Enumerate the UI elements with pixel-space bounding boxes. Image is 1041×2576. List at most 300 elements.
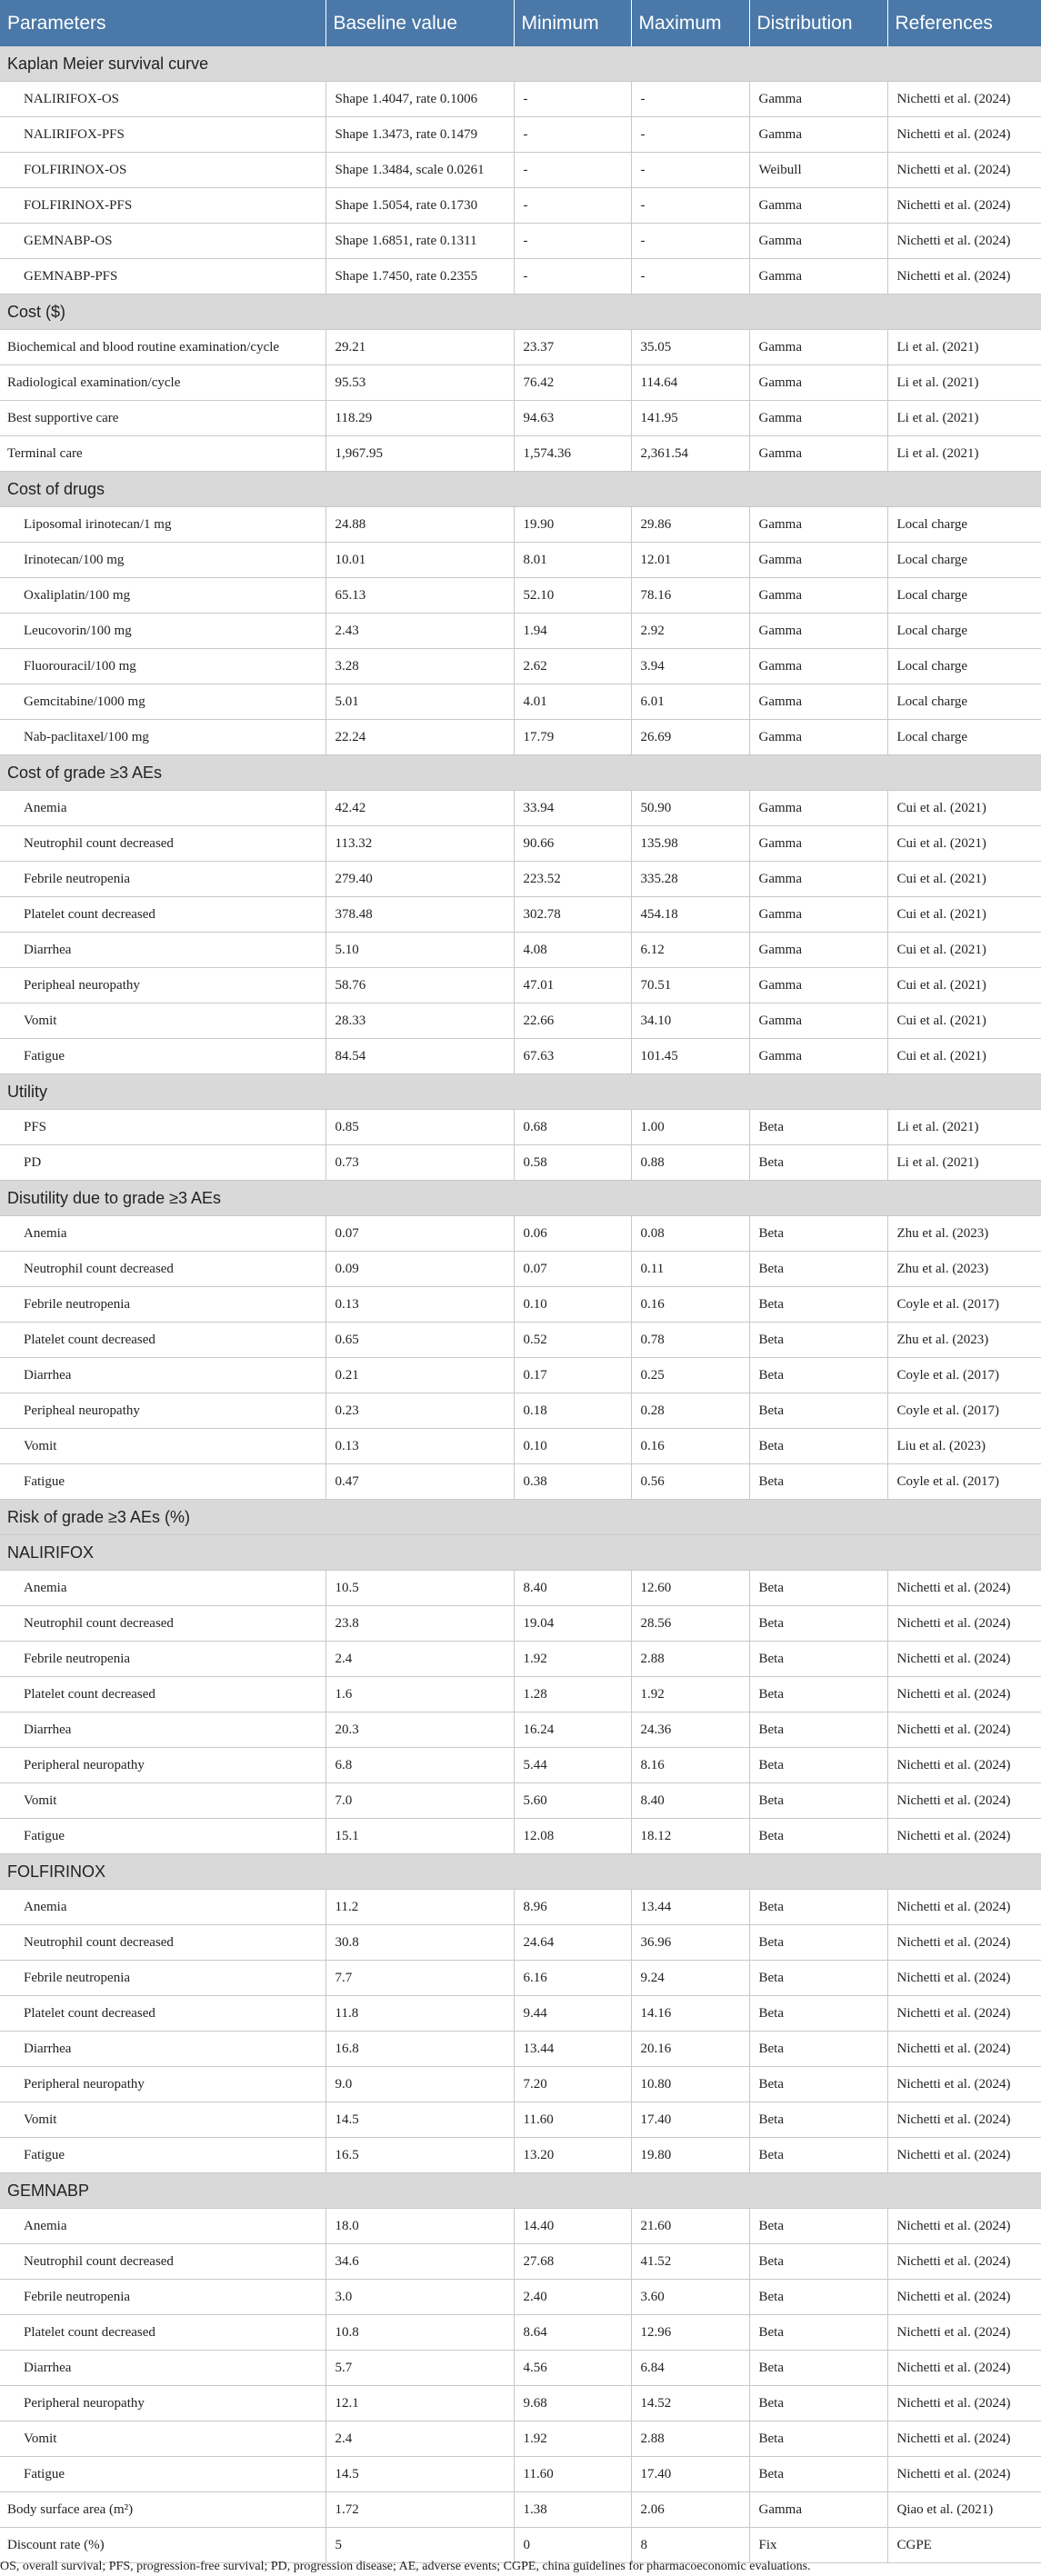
baseline-value-cell: 34.6 [325, 2244, 514, 2280]
reference-cell: Liu et al. (2023) [887, 1429, 1041, 1464]
baseline-value-cell: 5.7 [325, 2351, 514, 2386]
reference-cell: Nichetti et al. (2024) [887, 2032, 1041, 2067]
minimum-cell: 1.28 [514, 1677, 631, 1712]
baseline-value-cell: 9.0 [325, 2067, 514, 2102]
reference-cell: Cui et al. (2021) [887, 897, 1041, 933]
table-row [0, 1003, 1041, 1039]
table-row [0, 2067, 1041, 2102]
table-row [0, 2244, 1041, 2280]
parameter-cell: Fluorouracil/100 mg [0, 649, 325, 684]
baseline-value-cell: 5.01 [325, 684, 514, 720]
baseline-value-cell: 0.09 [325, 1252, 514, 1287]
minimum-cell: 0.58 [514, 1145, 631, 1181]
maximum-cell: 17.40 [631, 2457, 749, 2492]
parameter-cell: Discount rate (%) [0, 2528, 325, 2563]
maximum-cell: 34.10 [631, 1003, 749, 1039]
reference-cell: Nichetti et al. (2024) [887, 1748, 1041, 1783]
minimum-cell: 0.10 [514, 1287, 631, 1323]
reference-cell: Li et al. (2021) [887, 1110, 1041, 1145]
reference-cell: Cui et al. (2021) [887, 933, 1041, 968]
parameter-cell: Peripheal neuropathy [0, 968, 325, 1003]
baseline-value-cell: Shape 1.3473, rate 0.1479 [325, 117, 514, 153]
baseline-value-cell: 14.5 [325, 2102, 514, 2138]
reference-cell: Nichetti et al. (2024) [887, 1606, 1041, 1642]
maximum-cell: 6.01 [631, 684, 749, 720]
maximum-cell: 8.40 [631, 1783, 749, 1819]
table-row [0, 1606, 1041, 1642]
parameter-cell: Neutrophil count decreased [0, 826, 325, 862]
section-title: Cost of drugs [0, 472, 1041, 507]
parameter-cell: Anemia [0, 1890, 325, 1925]
maximum-cell: 2.88 [631, 1642, 749, 1677]
section-title: Disutility due to grade ≥3 AEs [0, 1181, 1041, 1216]
distribution-cell: Beta [749, 1642, 887, 1677]
parameter-cell: Vomit [0, 1003, 325, 1039]
minimum-cell: 1.92 [514, 2421, 631, 2457]
minimum-cell: 9.68 [514, 2386, 631, 2421]
baseline-value-cell: 1.72 [325, 2492, 514, 2528]
reference-cell: Nichetti et al. (2024) [887, 1890, 1041, 1925]
baseline-value-cell: 23.8 [325, 1606, 514, 1642]
reference-cell: Cui et al. (2021) [887, 791, 1041, 826]
distribution-cell: Beta [749, 1323, 887, 1358]
distribution-cell: Beta [749, 1890, 887, 1925]
maximum-cell: 12.96 [631, 2315, 749, 2351]
minimum-cell: 8.64 [514, 2315, 631, 2351]
maximum-cell: 0.28 [631, 1393, 749, 1429]
table-row [0, 1996, 1041, 2032]
reference-cell: Cui et al. (2021) [887, 1003, 1041, 1039]
baseline-value-cell: Shape 1.3484, scale 0.0261 [325, 153, 514, 188]
distribution-cell: Gamma [749, 365, 887, 401]
minimum-cell: 33.94 [514, 791, 631, 826]
distribution-cell: Gamma [749, 330, 887, 365]
baseline-value-cell: 22.24 [325, 720, 514, 755]
distribution-cell: Gamma [749, 578, 887, 614]
minimum-cell: 5.44 [514, 1748, 631, 1783]
distribution-cell: Beta [749, 1216, 887, 1252]
parameter-cell: Anemia [0, 1216, 325, 1252]
table-row [0, 614, 1041, 649]
table-row [0, 1393, 1041, 1429]
reference-cell: Nichetti et al. (2024) [887, 2386, 1041, 2421]
baseline-value-cell: Shape 1.5054, rate 0.1730 [325, 188, 514, 224]
table-row [0, 1287, 1041, 1323]
section-header-row [0, 1854, 1041, 1890]
distribution-cell: Beta [749, 1252, 887, 1287]
reference-cell: Coyle et al. (2017) [887, 1464, 1041, 1500]
section-title: GEMNABP [0, 2173, 1041, 2209]
minimum-cell: 0.17 [514, 1358, 631, 1393]
reference-cell: Nichetti et al. (2024) [887, 2351, 1041, 2386]
parameter-cell: Neutrophil count decreased [0, 1925, 325, 1961]
minimum-cell: 67.63 [514, 1039, 631, 1074]
distribution-cell: Beta [749, 1393, 887, 1429]
parameter-cell: Peripheral neuropathy [0, 1748, 325, 1783]
parameter-cell: Diarrhea [0, 1358, 325, 1393]
minimum-cell: 0.38 [514, 1464, 631, 1500]
reference-cell: Nichetti et al. (2024) [887, 2315, 1041, 2351]
baseline-value-cell: 10.01 [325, 543, 514, 578]
parameter-cell: Platelet count decreased [0, 2315, 325, 2351]
maximum-cell: 8 [631, 2528, 749, 2563]
baseline-value-cell: 42.42 [325, 791, 514, 826]
minimum-cell: 8.40 [514, 1571, 631, 1606]
table-header [0, 0, 1041, 46]
parameter-cell: Fatigue [0, 2457, 325, 2492]
minimum-cell: 302.78 [514, 897, 631, 933]
parameter-cell: Neutrophil count decreased [0, 1606, 325, 1642]
baseline-value-cell: 24.88 [325, 507, 514, 543]
baseline-value-cell: 84.54 [325, 1039, 514, 1074]
reference-cell: Nichetti et al. (2024) [887, 188, 1041, 224]
reference-cell: Nichetti et al. (2024) [887, 153, 1041, 188]
baseline-value-cell: 1,967.95 [325, 436, 514, 472]
minimum-cell: 223.52 [514, 862, 631, 897]
maximum-cell: 14.16 [631, 1996, 749, 2032]
header-row [0, 0, 1041, 46]
parameter-cell: Vomit [0, 2102, 325, 2138]
reference-cell: Nichetti et al. (2024) [887, 2421, 1041, 2457]
minimum-cell: 2.62 [514, 649, 631, 684]
baseline-value-cell: 0.23 [325, 1393, 514, 1429]
baseline-value-cell: 118.29 [325, 401, 514, 436]
table-row [0, 791, 1041, 826]
maximum-cell: 0.78 [631, 1323, 749, 1358]
baseline-value-cell: 0.65 [325, 1323, 514, 1358]
parameter-cell: Liposomal irinotecan/1 mg [0, 507, 325, 543]
reference-cell: Nichetti et al. (2024) [887, 2209, 1041, 2244]
baseline-value-cell: 20.3 [325, 1712, 514, 1748]
section-title: Risk of grade ≥3 AEs (%) [0, 1500, 1041, 1535]
reference-cell: Nichetti et al. (2024) [887, 117, 1041, 153]
maximum-cell: 6.84 [631, 2351, 749, 2386]
baseline-value-cell: 10.8 [325, 2315, 514, 2351]
reference-cell: Coyle et al. (2017) [887, 1358, 1041, 1393]
reference-cell: Nichetti et al. (2024) [887, 2067, 1041, 2102]
minimum-cell: 2.40 [514, 2280, 631, 2315]
minimum-cell: 8.01 [514, 543, 631, 578]
table-row [0, 1145, 1041, 1181]
distribution-cell: Beta [749, 2102, 887, 2138]
minimum-cell: 6.16 [514, 1961, 631, 1996]
distribution-cell: Beta [749, 2209, 887, 2244]
distribution-cell: Beta [749, 1748, 887, 1783]
maximum-cell: 0.16 [631, 1287, 749, 1323]
minimum-cell: - [514, 82, 631, 117]
distribution-cell: Gamma [749, 401, 887, 436]
section-header-row [0, 46, 1041, 82]
table-row [0, 2032, 1041, 2067]
table-row [0, 2457, 1041, 2492]
baseline-value-cell: 65.13 [325, 578, 514, 614]
parameter-cell: Peripheral neuropathy [0, 2386, 325, 2421]
distribution-cell: Beta [749, 1677, 887, 1712]
parameter-cell: PFS [0, 1110, 325, 1145]
parameter-cell: Fatigue [0, 1039, 325, 1074]
baseline-value-cell: 28.33 [325, 1003, 514, 1039]
section-header-row [0, 1074, 1041, 1110]
table-row [0, 578, 1041, 614]
distribution-cell: Beta [749, 1110, 887, 1145]
section-header-row [0, 295, 1041, 330]
table-row [0, 2315, 1041, 2351]
distribution-cell: Beta [749, 2315, 887, 2351]
table-row [0, 1252, 1041, 1287]
section-header-row [0, 1181, 1041, 1216]
reference-cell: Cui et al. (2021) [887, 826, 1041, 862]
parameter-cell: Febrile neutropenia [0, 1287, 325, 1323]
minimum-cell: 23.37 [514, 330, 631, 365]
table-row [0, 720, 1041, 755]
reference-cell: CGPE [887, 2528, 1041, 2563]
minimum-cell: 7.20 [514, 2067, 631, 2102]
reference-cell: Nichetti et al. (2024) [887, 1712, 1041, 1748]
section-header-row [0, 1500, 1041, 1535]
table-row [0, 2280, 1041, 2315]
reference-cell: Zhu et al. (2023) [887, 1216, 1041, 1252]
maximum-cell: - [631, 153, 749, 188]
baseline-value-cell: 3.28 [325, 649, 514, 684]
reference-cell: Nichetti et al. (2024) [887, 2244, 1041, 2280]
parameter-cell: Terminal care [0, 436, 325, 472]
maximum-cell: 3.60 [631, 2280, 749, 2315]
table-row [0, 188, 1041, 224]
table-row [0, 259, 1041, 295]
maximum-cell: 78.16 [631, 578, 749, 614]
baseline-value-cell: 5 [325, 2528, 514, 2563]
baseline-value-cell: 7.0 [325, 1783, 514, 1819]
maximum-cell: 35.05 [631, 330, 749, 365]
table-row [0, 2492, 1041, 2528]
parameter-cell: Vomit [0, 1429, 325, 1464]
maximum-cell: 12.60 [631, 1571, 749, 1606]
header-parameters: Parameters [0, 0, 325, 46]
distribution-cell: Gamma [749, 826, 887, 862]
distribution-cell: Gamma [749, 507, 887, 543]
distribution-cell: Gamma [749, 2492, 887, 2528]
minimum-cell: 0.18 [514, 1393, 631, 1429]
table-row [0, 2421, 1041, 2457]
distribution-cell: Beta [749, 1783, 887, 1819]
distribution-cell: Gamma [749, 791, 887, 826]
parameter-cell: PD [0, 1145, 325, 1181]
baseline-value-cell: 279.40 [325, 862, 514, 897]
maximum-cell: 14.52 [631, 2386, 749, 2421]
reference-cell: Li et al. (2021) [887, 401, 1041, 436]
table-row [0, 1819, 1041, 1854]
distribution-cell: Beta [749, 2067, 887, 2102]
section-title: Utility [0, 1074, 1041, 1110]
minimum-cell: 19.90 [514, 507, 631, 543]
parameter-cell: Platelet count decreased [0, 1996, 325, 2032]
maximum-cell: 141.95 [631, 401, 749, 436]
distribution-cell: Gamma [749, 1039, 887, 1074]
minimum-cell: 0.52 [514, 1323, 631, 1358]
maximum-cell: 19.80 [631, 2138, 749, 2173]
maximum-cell: 17.40 [631, 2102, 749, 2138]
parameter-cell: Diarrhea [0, 2032, 325, 2067]
parameter-cell: Leucovorin/100 mg [0, 614, 325, 649]
table-row [0, 543, 1041, 578]
parameter-cell: Anemia [0, 1571, 325, 1606]
distribution-cell: Beta [749, 2386, 887, 2421]
minimum-cell: 22.66 [514, 1003, 631, 1039]
baseline-value-cell: 0.13 [325, 1429, 514, 1464]
reference-cell: Local charge [887, 684, 1041, 720]
table-row [0, 153, 1041, 188]
reference-cell: Nichetti et al. (2024) [887, 224, 1041, 259]
minimum-cell: 0.07 [514, 1252, 631, 1287]
parameter-cell: Peripheal neuropathy [0, 1393, 325, 1429]
baseline-value-cell: 11.8 [325, 1996, 514, 2032]
minimum-cell: 1,574.36 [514, 436, 631, 472]
baseline-value-cell: 0.13 [325, 1287, 514, 1323]
reference-cell: Qiao et al. (2021) [887, 2492, 1041, 2528]
section-title: Cost of grade ≥3 AEs [0, 755, 1041, 791]
distribution-cell: Gamma [749, 188, 887, 224]
parameter-cell: Oxaliplatin/100 mg [0, 578, 325, 614]
table-row [0, 862, 1041, 897]
reference-cell: Local charge [887, 649, 1041, 684]
reference-cell: Nichetti et al. (2024) [887, 1996, 1041, 2032]
maximum-cell: 9.24 [631, 1961, 749, 1996]
maximum-cell: - [631, 82, 749, 117]
distribution-cell: Beta [749, 1819, 887, 1854]
parameter-cell: Diarrhea [0, 2351, 325, 2386]
baseline-value-cell: 10.5 [325, 1571, 514, 1606]
maximum-cell: - [631, 117, 749, 153]
maximum-cell: 12.01 [631, 543, 749, 578]
table-row [0, 897, 1041, 933]
reference-cell: Li et al. (2021) [887, 330, 1041, 365]
minimum-cell: 24.64 [514, 1925, 631, 1961]
minimum-cell: - [514, 153, 631, 188]
table-row [0, 117, 1041, 153]
maximum-cell: 114.64 [631, 365, 749, 401]
baseline-value-cell: 18.0 [325, 2209, 514, 2244]
parameter-cell: NALIRIFOX-OS [0, 82, 325, 117]
minimum-cell: 76.42 [514, 365, 631, 401]
table-row [0, 1925, 1041, 1961]
minimum-cell: 1.38 [514, 2492, 631, 2528]
maximum-cell: 0.08 [631, 1216, 749, 1252]
maximum-cell: - [631, 259, 749, 295]
baseline-value-cell: 5.10 [325, 933, 514, 968]
maximum-cell: 21.60 [631, 2209, 749, 2244]
reference-cell: Nichetti et al. (2024) [887, 2102, 1041, 2138]
maximum-cell: - [631, 224, 749, 259]
distribution-cell: Gamma [749, 897, 887, 933]
baseline-value-cell: 30.8 [325, 1925, 514, 1961]
distribution-cell: Beta [749, 1464, 887, 1500]
minimum-cell: 0.10 [514, 1429, 631, 1464]
baseline-value-cell: 12.1 [325, 2386, 514, 2421]
table-row [0, 1571, 1041, 1606]
distribution-cell: Beta [749, 1925, 887, 1961]
distribution-cell: Gamma [749, 968, 887, 1003]
parameter-cell: Fatigue [0, 1819, 325, 1854]
maximum-cell: - [631, 188, 749, 224]
section-title: FOLFIRINOX [0, 1854, 1041, 1890]
distribution-cell: Gamma [749, 933, 887, 968]
minimum-cell: 13.44 [514, 2032, 631, 2067]
minimum-cell: - [514, 188, 631, 224]
reference-cell: Nichetti et al. (2024) [887, 1677, 1041, 1712]
parameter-cell: Febrile neutropenia [0, 1642, 325, 1677]
table-row [0, 1110, 1041, 1145]
baseline-value-cell: 0.73 [325, 1145, 514, 1181]
maximum-cell: 0.16 [631, 1429, 749, 1464]
section-title: NALIRIFOX [0, 1535, 1041, 1571]
table-row [0, 436, 1041, 472]
reference-cell: Nichetti et al. (2024) [887, 2457, 1041, 2492]
table-row [0, 2102, 1041, 2138]
reference-cell: Nichetti et al. (2024) [887, 259, 1041, 295]
maximum-cell: 101.45 [631, 1039, 749, 1074]
section-header-row [0, 472, 1041, 507]
parameter-cell: Febrile neutropenia [0, 862, 325, 897]
maximum-cell: 20.16 [631, 2032, 749, 2067]
baseline-value-cell: Shape 1.6851, rate 0.1311 [325, 224, 514, 259]
reference-cell: Nichetti et al. (2024) [887, 1783, 1041, 1819]
minimum-cell: 94.63 [514, 401, 631, 436]
distribution-cell: Beta [749, 1606, 887, 1642]
table-row [0, 1712, 1041, 1748]
reference-cell: Local charge [887, 578, 1041, 614]
minimum-cell: 52.10 [514, 578, 631, 614]
maximum-cell: 6.12 [631, 933, 749, 968]
reference-cell: Li et al. (2021) [887, 436, 1041, 472]
table-row [0, 1358, 1041, 1393]
distribution-cell: Beta [749, 1996, 887, 2032]
parameter-cell: Body surface area (m²) [0, 2492, 325, 2528]
distribution-cell: Beta [749, 1145, 887, 1181]
parameter-cell: Fatigue [0, 1464, 325, 1500]
table-row [0, 365, 1041, 401]
reference-cell: Nichetti et al. (2024) [887, 1819, 1041, 1854]
table-row [0, 2386, 1041, 2421]
maximum-cell: 18.12 [631, 1819, 749, 1854]
table-row [0, 224, 1041, 259]
parameter-cell: Febrile neutropenia [0, 1961, 325, 1996]
minimum-cell: 11.60 [514, 2102, 631, 2138]
maximum-cell: 41.52 [631, 2244, 749, 2280]
maximum-cell: 13.44 [631, 1890, 749, 1925]
header-baseline-value: Baseline value [325, 0, 514, 46]
parameter-cell: Anemia [0, 791, 325, 826]
parameter-cell: Radiological examination/cycle [0, 365, 325, 401]
minimum-cell: 19.04 [514, 1606, 631, 1642]
reference-cell: Cui et al. (2021) [887, 862, 1041, 897]
distribution-cell: Beta [749, 1358, 887, 1393]
reference-cell: Zhu et al. (2023) [887, 1323, 1041, 1358]
table-row [0, 1642, 1041, 1677]
minimum-cell: - [514, 117, 631, 153]
parameter-cell: Vomit [0, 2421, 325, 2457]
parameter-cell: Diarrhea [0, 1712, 325, 1748]
table-row [0, 1216, 1041, 1252]
distribution-cell: Beta [749, 2032, 887, 2067]
table-row [0, 2209, 1041, 2244]
distribution-cell: Beta [749, 1429, 887, 1464]
reference-cell: Nichetti et al. (2024) [887, 1925, 1041, 1961]
distribution-cell: Gamma [749, 117, 887, 153]
minimum-cell: 27.68 [514, 2244, 631, 2280]
maximum-cell: 0.88 [631, 1145, 749, 1181]
table-row [0, 1429, 1041, 1464]
parameter-cell: Nab-paclitaxel/100 mg [0, 720, 325, 755]
